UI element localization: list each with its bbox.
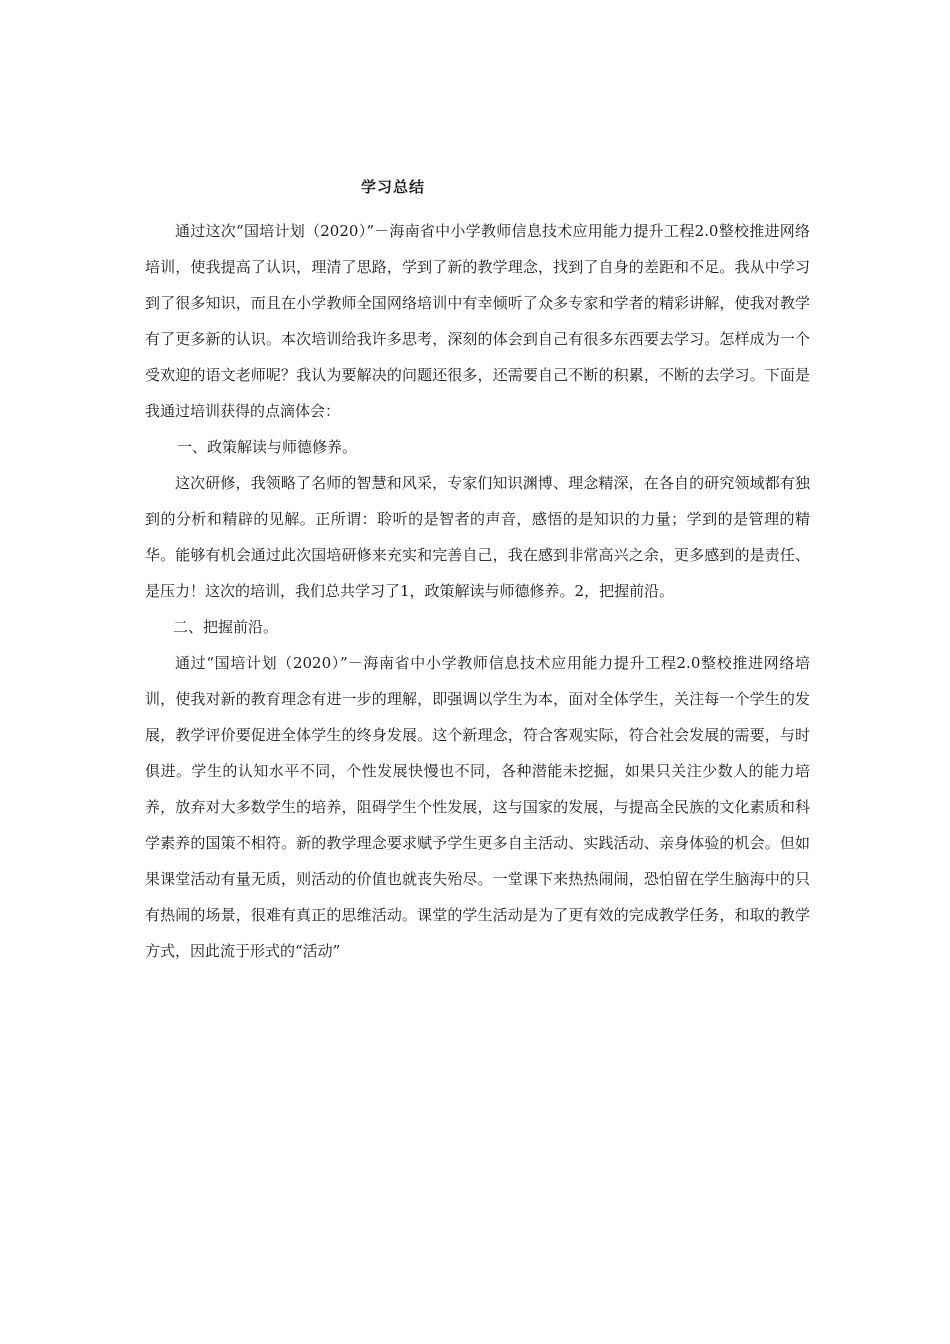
document-title: 学习总结 bbox=[361, 178, 426, 196]
document-body bbox=[145, 213, 810, 969]
paragraph-intro: 通过这次“国培计划（2020）”－海南省中小学教师信息技术应用能力提升工程2.0整校推进网络培训，使我提高了认识，理清了思路，学到了新的教学理念，找到了自身的差距和不足。我从中学习到了很多知识，而且在小学教师全国网络培训中有幸倾听了众多专家和学者的精彩讲解，使我对教学有了更多新的认识。本次培训给我许多思考，深刻的体会到自己有很多东西要去学习。怎样成为一个受欢迎的语文老师呢？我认为要解决的问题还很多，还需要自己不断的积累，不断的去学习。下面是我通过培训获得的点滴体会： bbox=[145, 222, 810, 420]
paragraph-section-1: 这次研修，我领略了名师的智慧和风采，专家们知识渊博、理念精深，在各自的研究领域都有独到的分析和精辟的见解。正所谓：聆听的是智者的声音，感悟的是知识的力量；学到的是管理的精华。能够有机会通过此次国培研修来充实和完善自己，我在感到非常高兴之余，更多感到的是责任、是压力！这次的培训，我们总共学习了1，政策解读与师德修养。2，把握前沿。 bbox=[145, 474, 810, 600]
paragraph-section-2: 通过“国培计划（2020）”－海南省中小学教师信息技术应用能力提升工程2.0整校推进网络培训，使我对新的教育理念有进一步的理解，即强调以学生为本，面对全体学生，关注每一个学生的发展，教学评价要促进全体学生的终身发展。这个新理念，符合客观实际，符合社会发展的需要，与时俱进。学生的认知水平不同，个性发展快慢也不同，各种潜能未挖掘，如果只关注少数人的能力培养，放弃对大多数学生的培养，阻碍学生个性发展，这与国家的发展，与提高全民族的文化素质和科学素养的国策不相符。新的教学理念要求赋予学生更多自主活动、实践活动、亲身体验的机会。但如果课堂活动有量无质，则活动的价值也就丧失殆尽。一堂课下来热热闹闹，恐怕留在学生脑海中的只有热闹的场景，很难有真正的思维活动。课堂的学生活动是为了更有效的完成教学任务，和取的教学方式，因此流于形式的“活动” bbox=[145, 654, 810, 960]
section-heading-1: 一、政策解读与师德修养。 bbox=[177, 438, 358, 456]
section-heading-2: 二、把握前沿。 bbox=[173, 618, 279, 636]
